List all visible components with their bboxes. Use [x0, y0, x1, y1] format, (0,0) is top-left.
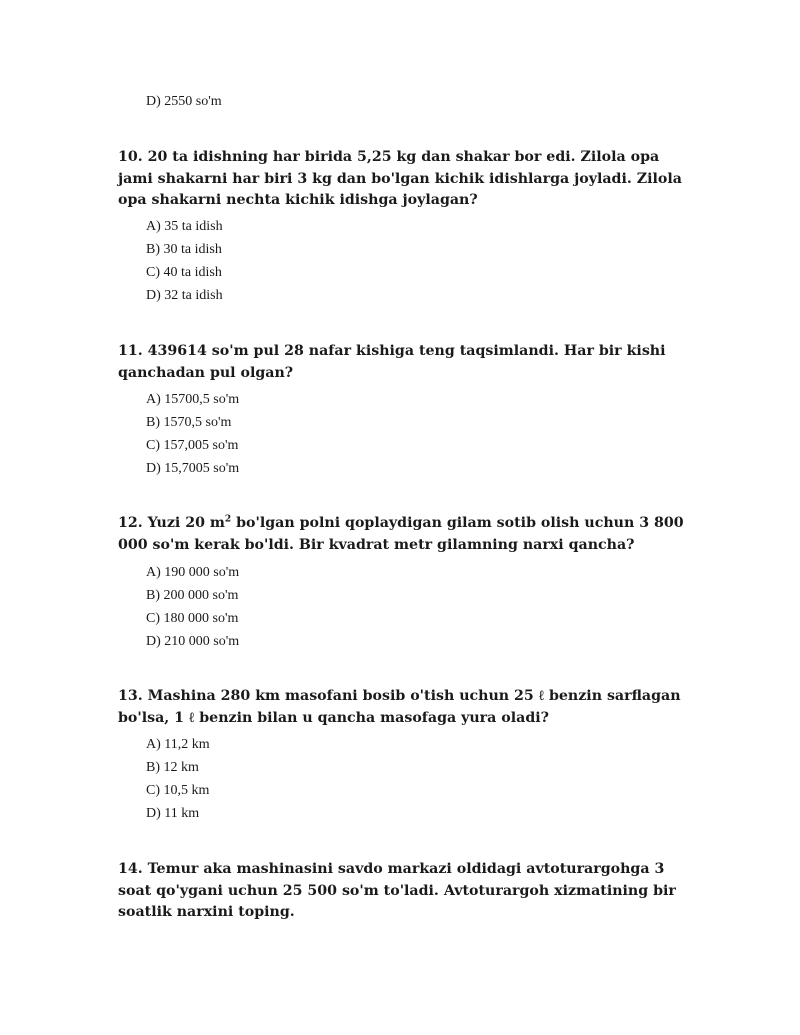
question-10-option-a: A) 35 ta idish	[146, 219, 223, 234]
question-13-option-c: C) 10,5 km	[146, 783, 210, 798]
question-12-option-a: A) 190 000 so'm	[146, 565, 240, 580]
question-12-option-c: C) 180 000 so'm	[146, 611, 239, 626]
question-11-option-a: A) 15700,5 so'm	[146, 392, 240, 407]
question-10-option-c: C) 40 ta idish	[146, 265, 222, 280]
question-12-text-start: 12. Yuzi 20 m	[118, 515, 225, 531]
question-10-text: 10. 20 ta idishning har birida 5,25 kg dan shakar bor edi. Zilola opa jami shakarni har biri 3 kg dan bo'lgan kichik idishlarga joyladi. Zilola opa shakarni nechta kichik idishga joylagan?	[118, 149, 682, 208]
question-10-option-d: D) 32 ta idish	[146, 288, 223, 303]
question-11-option-d: D) 15,7005 so'm	[146, 461, 240, 476]
question-11-option-c: C) 157,005 so'm	[146, 438, 239, 453]
question-13-option-b: B) 12 km	[146, 760, 199, 775]
question-10-option-b: B) 30 ta idish	[146, 242, 222, 257]
question-12-text	[118, 513, 698, 556]
question-12-text-end: bo'lgan polni qoplaydigan gilam sotib olish uchun 3 800 000 so'm kerak bo'ldi. Bir kvadrat metr gilamning narxi qancha?	[118, 515, 684, 553]
question-13-option-a: A) 11,2 km	[146, 737, 210, 752]
question-14-text: 14. Temur aka mashinasini savdo markazi oldidagi avtoturargohga 3 soat qo'ygani uchun 25 500 so'm to'ladi. Avtoturargoh xizmatining bir soatlik narxini toping.	[118, 861, 676, 920]
question-11-text: 11. 439614 so'm pul 28 nafar kishiga teng taqsimlandi. Har bir kishi qanchadan pul olgan?	[118, 343, 666, 381]
question-12-option-b: B) 200 000 so'm	[146, 588, 239, 603]
question-11-option-b: B) 1570,5 so'm	[146, 415, 232, 430]
question-13-option-d: D) 11 km	[146, 806, 200, 821]
previous-question-option-d: D) 2550 so'm	[146, 94, 222, 109]
squared-superscript: 2	[224, 514, 232, 525]
question-12-option-d: D) 210 000 so'm	[146, 634, 240, 649]
question-13-text: 13. Mashina 280 km masofani bosib o'tish uchun 25 ℓ benzin sarflagan bo'lsa, 1 ℓ benzin bilan u qancha masofaga yura oladi?	[118, 688, 681, 726]
